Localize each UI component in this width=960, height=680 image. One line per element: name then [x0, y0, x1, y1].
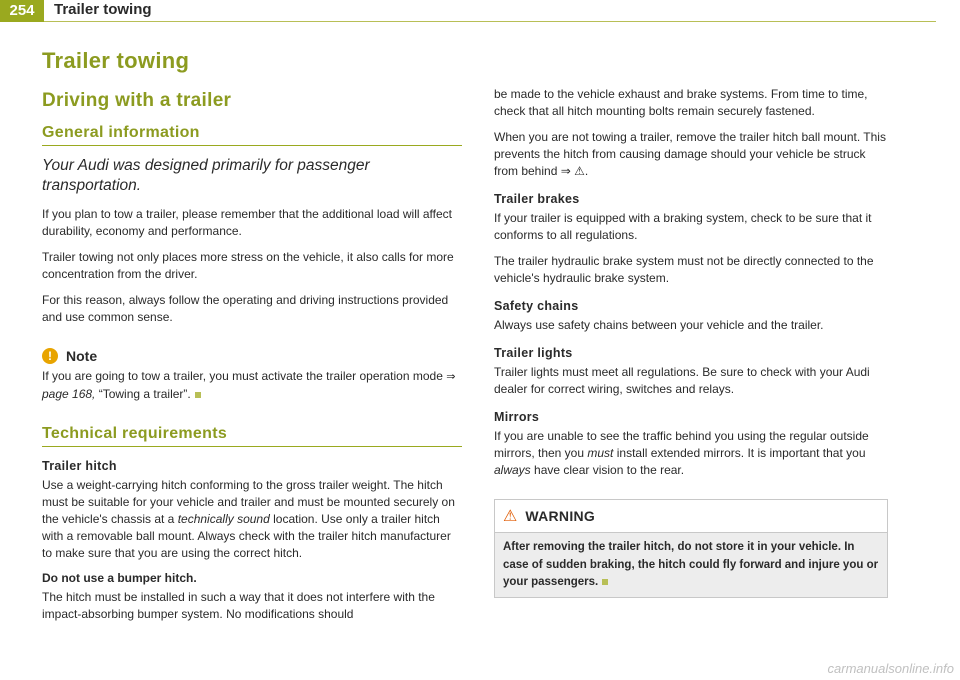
text-part: If you are unable to see the traffic behind you using the regular outside mirrors, then you: [494, 429, 869, 461]
note-text: [42, 368, 462, 403]
paragraph: For this reason, always follow the operating and driving instructions provided and use common sense.: [42, 293, 449, 325]
warning-label: WARNING: [525, 508, 596, 525]
note-text-part: If you are going to tow a trailer, you must activate the trailer operation mode: [42, 369, 447, 384]
bumper-hitch-heading: Do not use a bumper hitch.: [42, 571, 197, 586]
emphasis-text: always: [494, 463, 531, 478]
running-header-title: Trailer towing: [54, 1, 152, 18]
paragraph: The trailer hydraulic brake system must not be directly connected to the vehicle's hydraulic brake system.: [494, 254, 874, 286]
paragraph: Trailer lights must meet all regulations. Be sure to check with your Audi dealer for correct wiring, switches and relays.: [494, 365, 870, 397]
section-heading: Driving with a trailer: [42, 90, 232, 111]
warning-triangle-icon: ⚠: [503, 508, 518, 526]
text-part: install extended mirrors. It is important that you: [613, 446, 866, 461]
trailer-hitch-heading: Trailer hitch: [42, 459, 117, 474]
emphasis-text: technically sound: [177, 512, 270, 527]
intro-text: Your Audi was designed primarily for passenger transportation.: [42, 157, 370, 195]
safety-chains-heading: Safety chains: [494, 299, 579, 314]
paragraph: [494, 428, 886, 479]
trailer-brakes-heading: Trailer brakes: [494, 192, 580, 207]
left-column: [42, 40, 462, 632]
paragraph: be made to the vehicle exhaust and brake systems. From time to time, check that all hitch mounting bolts remain securely fastened.: [494, 87, 868, 119]
exclamation-circle-icon: !: [42, 348, 58, 364]
note-text-part: “Towing a trailer”.: [95, 387, 191, 402]
paragraph: Trailer towing not only places more stress on the vehicle, it also calls for more concentration from the driver.: [42, 250, 454, 282]
trailer-lights-heading: Trailer lights: [494, 346, 573, 361]
page-number: 254: [0, 0, 44, 22]
text-part: When you are not towing a trailer, remove the trailer hitch ball mount. This prevents the hitch from causing damage should your vehicle be struck from behind: [494, 130, 886, 179]
header-rule: [44, 21, 936, 22]
paragraph: The hitch must be installed in such a way that it does not interfere with the impact-absorbing bumper system. No modifications should: [42, 590, 435, 622]
arrow-icon: ⇒: [446, 371, 456, 384]
note-label: Note: [66, 348, 98, 365]
emphasis-text: must: [587, 446, 614, 461]
text-part: have clear vision to the rear.: [530, 463, 685, 478]
mirrors-heading: Mirrors: [494, 410, 540, 425]
paragraph: If you plan to tow a trailer, please remember that the additional load will affect durability, economy and performance.: [42, 207, 453, 239]
end-of-section-icon: [602, 579, 608, 585]
text-part: location. Use only a trailer hitch with a removable ball mount. Always check with the trailer hitch manufacturer to make sure that you are using the correct hitch.: [42, 512, 451, 561]
warning-header: [495, 500, 887, 533]
paragraph: [42, 477, 462, 562]
warning-box: [494, 499, 888, 598]
watermark: carmanualsonline.info: [827, 661, 954, 676]
page-title: Trailer towing: [42, 48, 190, 73]
warning-text: [495, 533, 887, 597]
right-column: [494, 86, 886, 598]
page-reference-link[interactable]: page 168,: [42, 387, 96, 402]
note-header: [42, 348, 462, 364]
subsection-heading-general: General information: [42, 124, 462, 146]
paragraph: [494, 129, 886, 180]
text-part: Use a weight-carrying hitch conforming to the gross trailer weight. The hitch must be suitable for your vehicle and trailer and must be mounted securely on the vehicle's chassis at a: [42, 478, 455, 527]
warning-reference[interactable]: ⇒ ⚠.: [560, 164, 589, 179]
warning-text-body: After removing the trailer hitch, do not store it in your vehicle. In case of sudden braking, the hitch could fly forward and injure you or your passengers.: [503, 541, 879, 588]
subsection-heading-technical: Technical requirements: [42, 425, 462, 447]
paragraph: If your trailer is equipped with a braking system, check to be sure that it conforms to all regulations.: [494, 211, 872, 243]
end-of-section-icon: [195, 392, 201, 398]
paragraph: Always use safety chains between your vehicle and the trailer.: [494, 318, 824, 333]
